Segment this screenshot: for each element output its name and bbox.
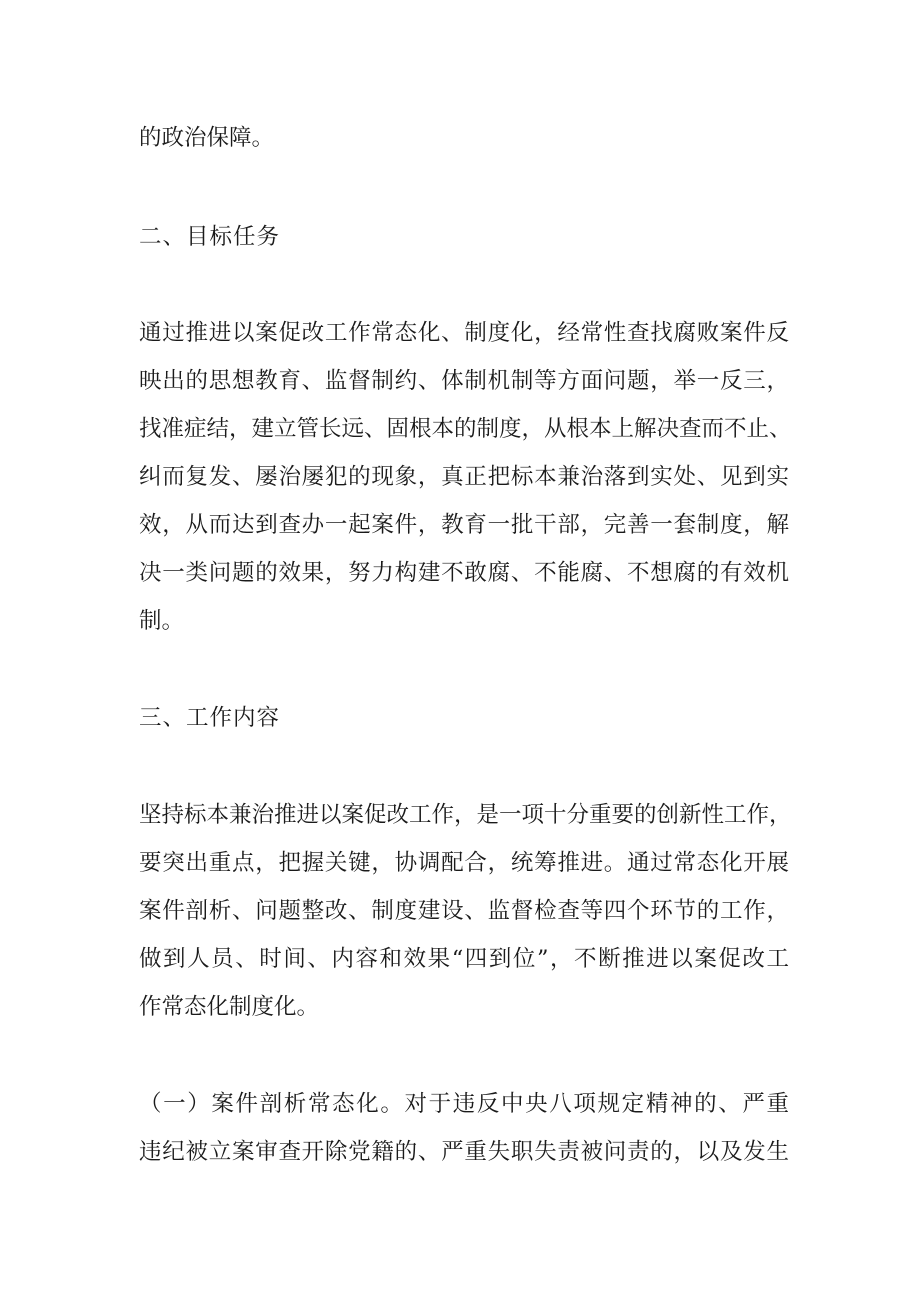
section-heading-work-content: 三、工作内容 (139, 705, 281, 731)
paragraph-line: 违纪被立案审查开除党籍的、严重失职失责被问责的，以及发生 (139, 1139, 789, 1165)
paragraph-line: （一）案件剖析常态化。对于违反中央八项规定精神的、严重 (139, 1091, 789, 1117)
paragraph-line: 作常态化制度化。 (139, 994, 320, 1020)
paragraph-line: 通过推进以案促改工作常态化、制度化，经常性查找腐败案件反 (139, 320, 789, 346)
paragraph-line: 效，从而达到查办一起案件，教育一批干部，完善一套制度，解 (139, 512, 789, 538)
paragraph-line: 决一类问题的效果，努力构建不敢腐、不能腐、不想腐的有效机 (139, 560, 789, 586)
paragraph-line: 的政治保障。 (139, 125, 275, 151)
section-heading-goals: 二、目标任务 (139, 224, 281, 250)
paragraph-line: 案件剖析、问题整改、制度建设、监督检查等四个环节的工作， (139, 898, 789, 924)
paragraph-line: 要突出重点，把握关键，协调配合，统筹推进。通过常态化开展 (139, 850, 789, 876)
paragraph-line: 纠而复发、屡治屡犯的现象，真正把标本兼治落到实处、见到实 (139, 464, 789, 490)
paragraph-line: 坚持标本兼治推进以案促改工作，是一项十分重要的创新性工作， (139, 802, 792, 828)
paragraph-line: 找准症结，建立管长远、固根本的制度，从根本上解决查而不止、 (139, 416, 792, 442)
paragraph-line: 制。 (139, 608, 185, 634)
paragraph-line: 映出的思想教育、监督制约、体制机制等方面问题，举一反三， (139, 368, 789, 394)
paragraph-line: 做到人员、时间、内容和效果“四到位”，不断推进以案促改工 (139, 946, 789, 972)
